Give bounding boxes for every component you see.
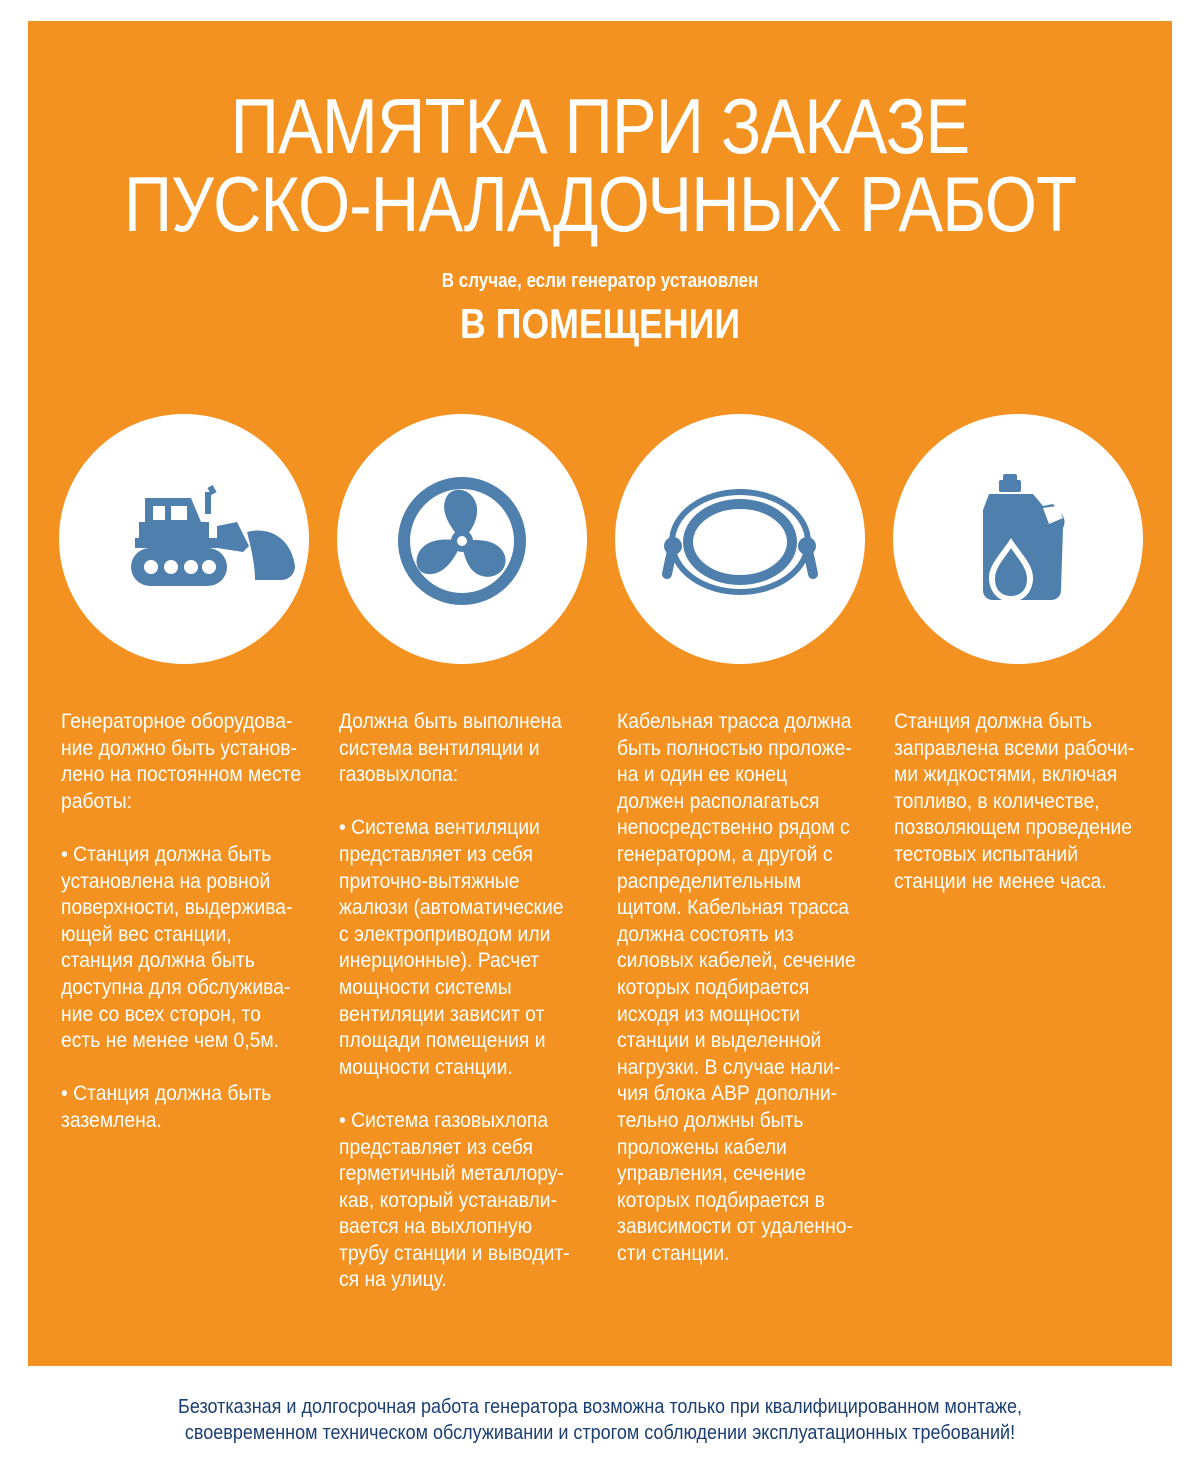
- footer-note: [60, 1394, 1140, 1446]
- title-line-2: ПУСКО-НАЛАДОЧНЫХ РАБОТ: [123, 160, 1077, 248]
- title-line-1: ПАМЯТКА ПРИ ЗАКАЗЕ: [230, 82, 970, 170]
- column-fluids: Станция должна быть заправлена всеми рабочи- ми жидкостями, включая топливо, в количестве, позволяющем проведение тестовых испытаний станции не менее часа.: [894, 710, 1135, 893]
- subtitle-emphasis: В ПОМЕЩЕНИИ: [460, 300, 740, 347]
- subtitle: В случае, если генератор установлен: [441, 270, 759, 292]
- column-cable: Кабельная трасса должна быть полностью проложе- на и один ее конец должен располагаться непосредственно рядом с генератором, а другой с распределительным щитом. Кабельная трасса должна состоять из силовых кабелей, сечение которых подбирается исходя из мощности станции и выделенной нагрузки. В случае нали- чия блока АВР дополни- тельно должны быть проложены кабели управления, сечение которых подбирается в зависимости от удаленно- сти станции.: [617, 710, 856, 1265]
- bulldozer-icon-circle: [59, 414, 309, 664]
- cable-icon: [615, 414, 865, 664]
- cable-icon-circle: [615, 414, 865, 664]
- page-title: [108, 82, 1092, 248]
- footer-line-1: Безотказная и долгосрочная работа генератора возможна только при квалифицированном монтаже,: [178, 1396, 1022, 1418]
- footer-line-2: своевременном техническом обслуживании и строгом соблюдении эксплуатационных требований!: [184, 1422, 1016, 1444]
- fan-icon: [337, 414, 587, 664]
- column-ventilation: Должна быть выполнена система вентиляции и газовыхлопа: • Система вентиляции представляет из себя приточно-вытяжные жалюзи (автоматические с электроприводом или инерционные). Расчет мощности системы вентиляции зависит от площади помещения и мощности станции. • Система газовыхлопа представляет из себя герметичный металлору- кав, который устанавли- вается на выхлопную трубу станции и выводит- ся на улицу.: [339, 710, 570, 1292]
- fan-icon-circle: [337, 414, 587, 664]
- poster-background: [28, 21, 1172, 1366]
- bulldozer-icon: [59, 414, 309, 664]
- column-installation: Генераторное оборудова- ние должно быть установ- лено на постоянном месте работы: • Станция должна быть установлена на ровной поверхности, выдержива- ющей вес станции, станция должна быть доступна для обслужива- ние со всех сторон, то есть не менее чем 0,5м. • Станция должна быть заземлена.: [61, 710, 302, 1132]
- fuel-canister-icon-circle: [893, 414, 1143, 664]
- fuel-canister-icon: [893, 414, 1143, 664]
